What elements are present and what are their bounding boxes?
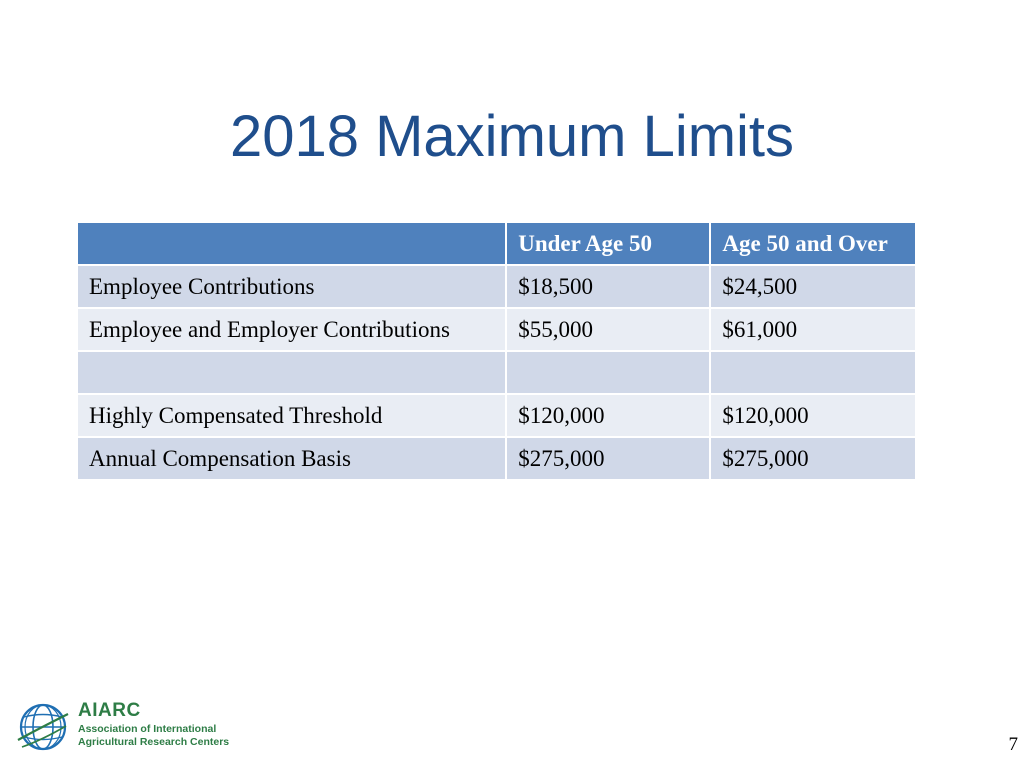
row-label	[77, 351, 506, 394]
logo-line-2: Agricultural Research Centers	[78, 736, 230, 748]
table-row	[77, 308, 916, 351]
row-value-under-50: $275,000	[506, 437, 710, 480]
limits-table	[76, 221, 917, 481]
header-cell-under-50: Under Age 50	[506, 222, 710, 265]
slide-title: 2018 Maximum Limits	[229, 104, 795, 169]
table-row-empty	[77, 351, 916, 394]
globe-icon	[16, 700, 70, 754]
row-label: Employee and Employer Contributions	[77, 308, 506, 351]
row-label: Employee Contributions	[77, 265, 506, 308]
row-value-under-50: $18,500	[506, 265, 710, 308]
table-row	[77, 394, 916, 437]
row-value-50-and-over: $61,000	[710, 308, 916, 351]
table-header-row	[77, 222, 916, 265]
row-value-under-50	[506, 351, 710, 394]
logo-acronym: AIARC	[78, 700, 141, 721]
row-value-50-and-over: $120,000	[710, 394, 916, 437]
row-value-under-50: $120,000	[506, 394, 710, 437]
row-value-50-and-over: $24,500	[710, 265, 916, 308]
row-value-50-and-over	[710, 351, 916, 394]
row-value-under-50: $55,000	[506, 308, 710, 351]
table-row	[77, 437, 916, 480]
table-row	[77, 265, 916, 308]
row-value-50-and-over: $275,000	[710, 437, 916, 480]
header-cell-label	[77, 222, 506, 265]
logo-line-1: Association of International	[78, 723, 217, 735]
aiarc-logo	[16, 698, 256, 756]
header-cell-50-and-over: Age 50 and Over	[710, 222, 916, 265]
row-label: Highly Compensated Threshold	[77, 394, 506, 437]
row-label: Annual Compensation Basis	[77, 437, 506, 480]
page-number: 7	[1008, 734, 1018, 755]
